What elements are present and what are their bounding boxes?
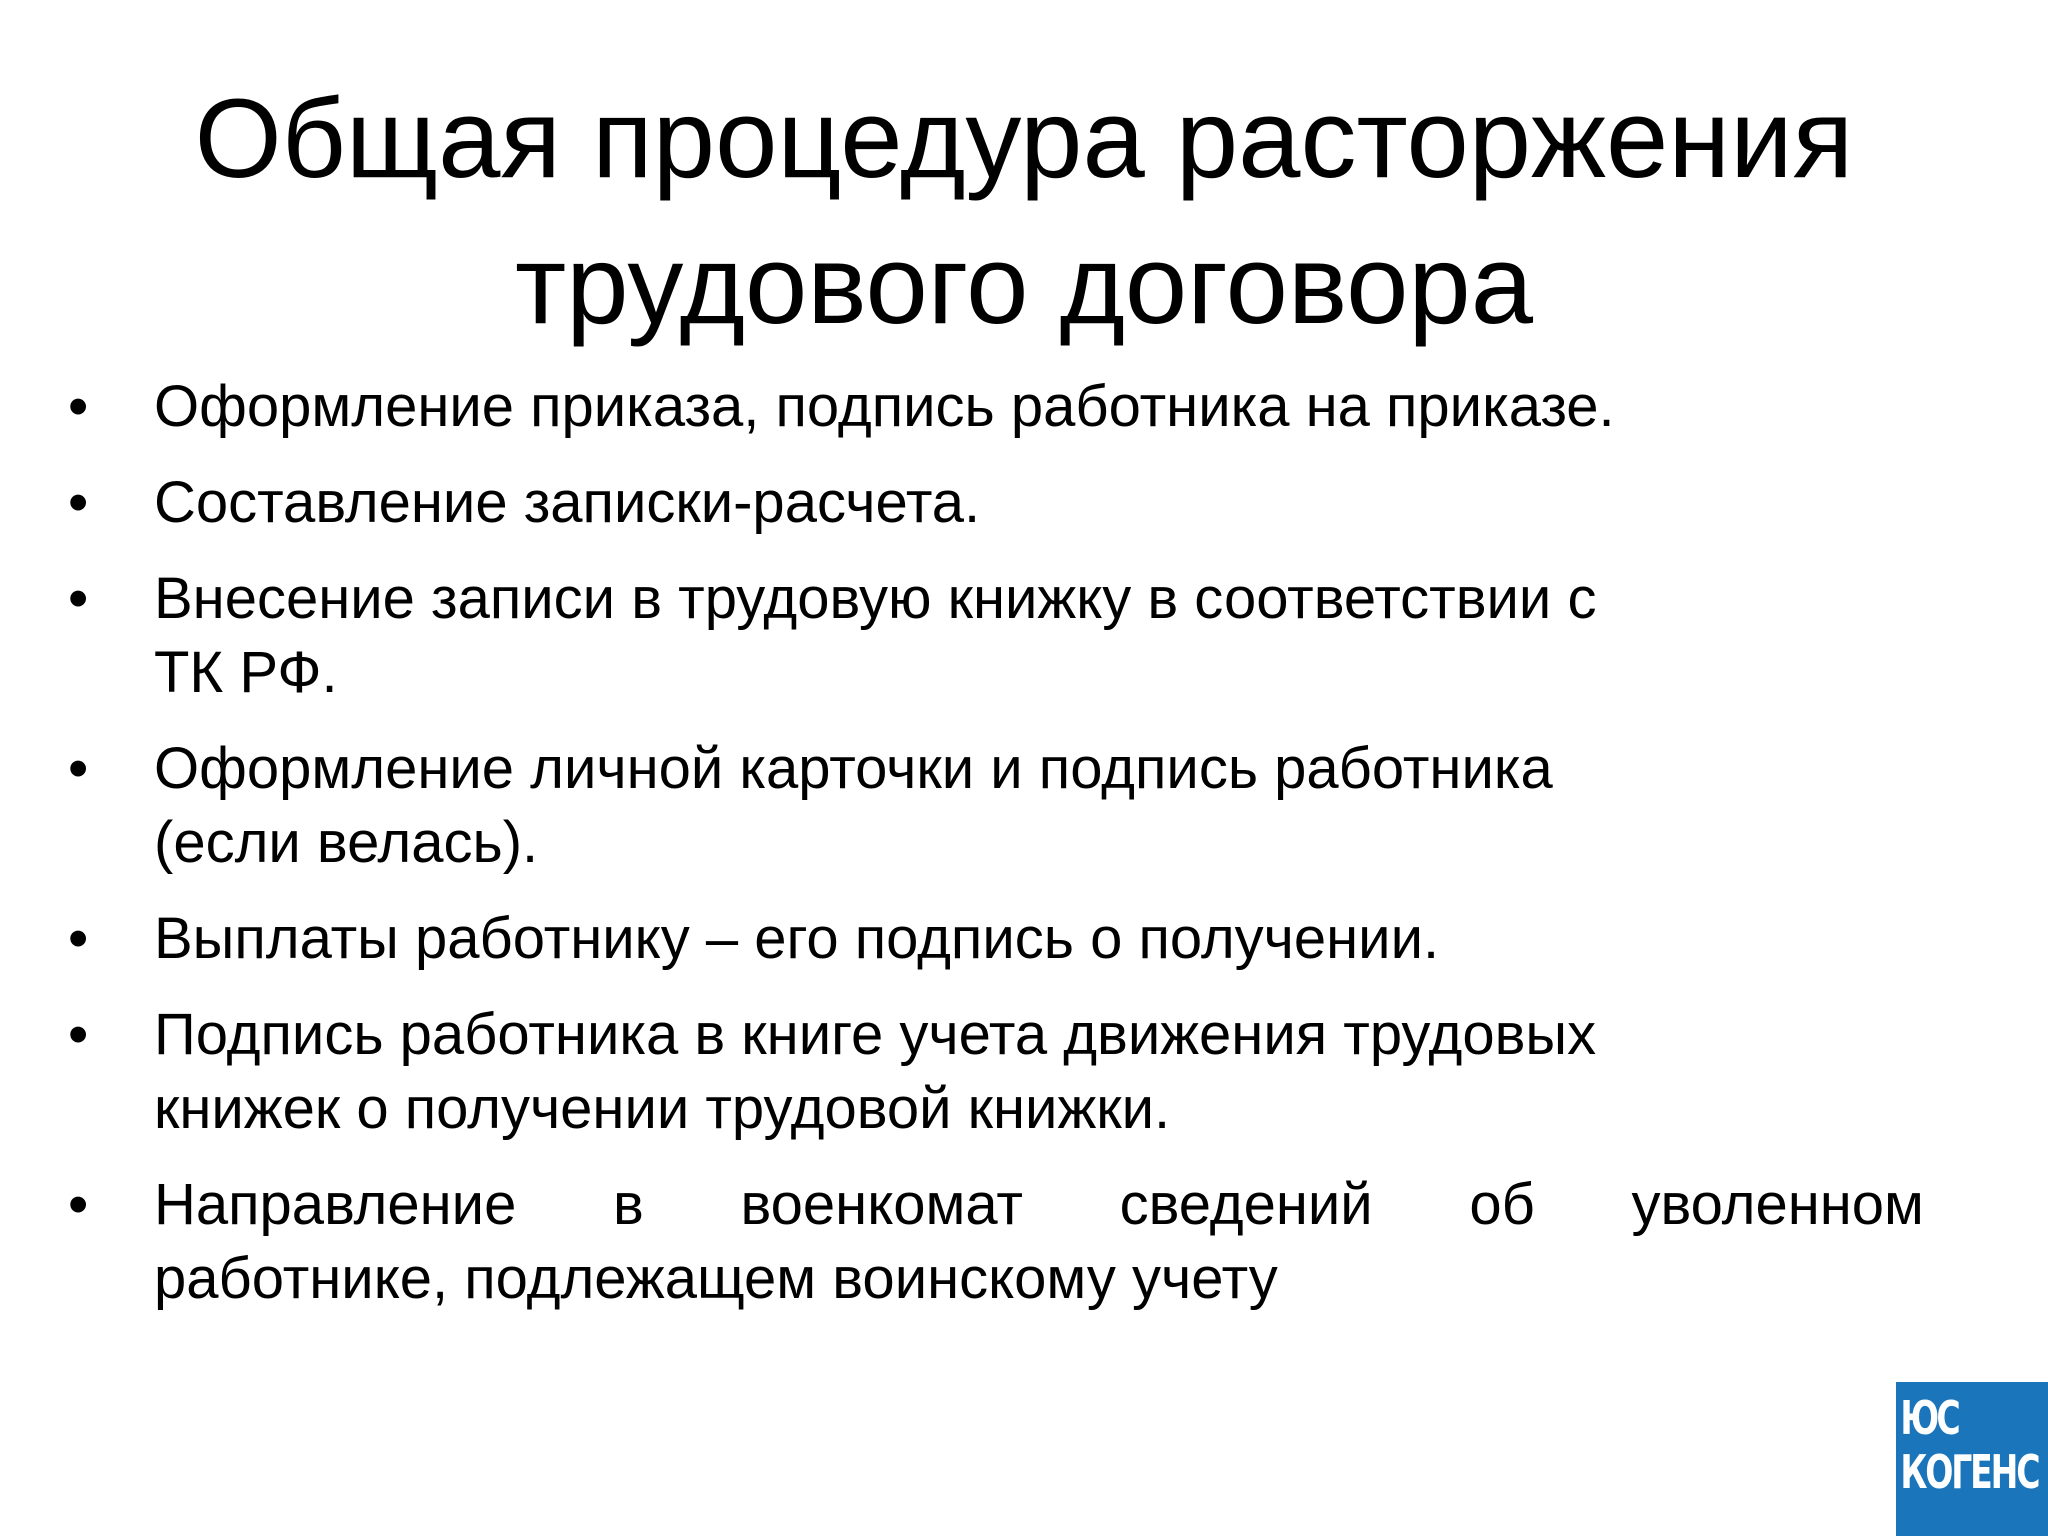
bullet-word: сведений <box>1119 1172 1373 1237</box>
bullet-line: работнике, подлежащем воинскому учету <box>154 1246 1278 1311</box>
bullet-text <box>154 562 1924 710</box>
bullet-icon: • <box>68 1002 89 1067</box>
bullet-text <box>154 998 1924 1146</box>
logo-line-1: ЮС <box>1896 1393 2010 1443</box>
logo-line-2: КОГЕНС <box>1900 1445 2039 1499</box>
slide-title-line-1: Общая процедура расторжения <box>194 76 1854 201</box>
bullet-icon: • <box>68 374 89 439</box>
bullet-icon: • <box>68 470 89 535</box>
bullet-word: об <box>1469 1172 1535 1237</box>
bullet-line: (если велась). <box>154 810 539 875</box>
bullet-line: Внесение записи в трудовую книжку в соответствии с <box>154 566 1597 631</box>
bullet-line: Подпись работника в книге учета движения трудовых <box>154 1002 1597 1067</box>
bullet-line: Составление записки-расчета. <box>154 470 981 535</box>
bullet-line: Оформление приказа, подпись работника на приказе. <box>154 374 1615 439</box>
bullet-text <box>154 1168 1924 1316</box>
bullet-line: Выплаты работнику – его подпись о получении. <box>154 906 1440 971</box>
bullet-text <box>154 732 1924 880</box>
bullet-word: военкомат <box>740 1172 1023 1237</box>
bullet-text <box>154 902 1924 976</box>
bullet-word: в <box>613 1172 644 1237</box>
bullet-line: ТК РФ. <box>154 640 338 705</box>
bullet-icon: • <box>68 566 89 631</box>
bullet-line: книжек о получении трудовой книжки. <box>154 1076 1171 1141</box>
bullet-word: Направление <box>154 1172 517 1237</box>
slide-title-line-2: трудового договора <box>514 222 1533 347</box>
bullet-text <box>154 370 1924 444</box>
bullet-text <box>154 466 1924 540</box>
bullet-icon: • <box>68 906 89 971</box>
bullet-icon: • <box>68 1172 89 1237</box>
company-logo <box>1896 1382 2048 1536</box>
bullet-word: уволенном <box>1631 1172 1924 1237</box>
bullet-icon: • <box>68 736 89 801</box>
bullet-line: Оформление личной карточки и подпись работника <box>154 736 1553 801</box>
bullet-line-justified <box>154 1168 1924 1242</box>
slide-title <box>0 66 2048 358</box>
